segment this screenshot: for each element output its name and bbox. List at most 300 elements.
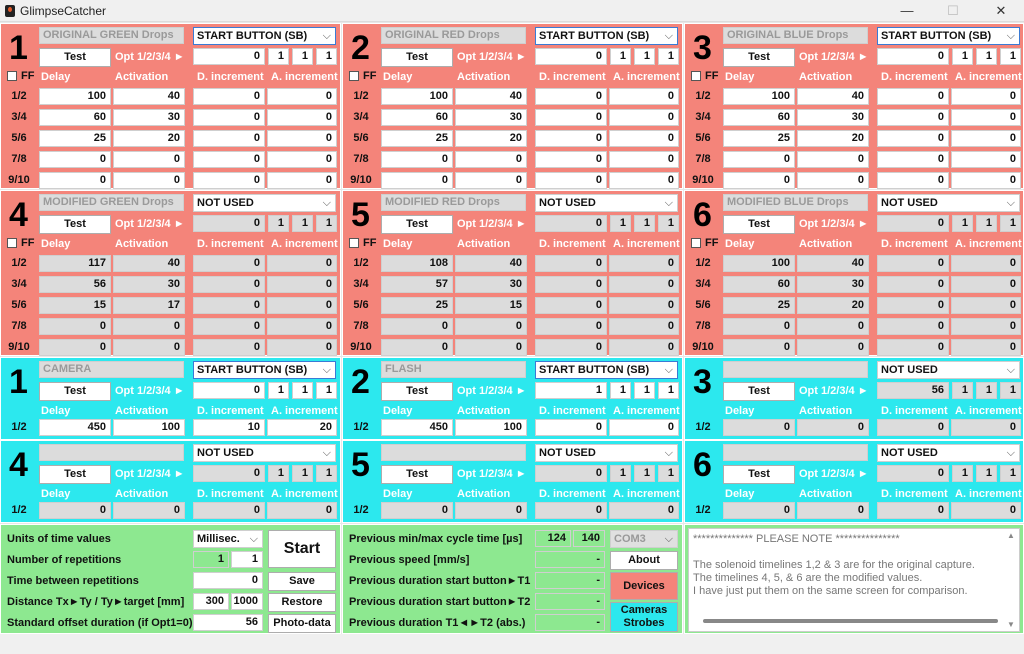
chevron-down-icon: ⌵	[664, 30, 673, 42]
delay-field[interactable]: 25	[381, 130, 453, 147]
start-button[interactable]: Start	[268, 530, 336, 568]
delay-field[interactable]: 0	[723, 339, 795, 356]
chevron-down-icon: ⌵	[322, 30, 331, 42]
opt-field-3[interactable]: 1	[1000, 215, 1021, 232]
opt-field-2[interactable]: 1	[292, 48, 313, 65]
activation-field[interactable]: 0	[797, 151, 869, 168]
a-increment-field[interactable]: 0	[951, 297, 1021, 314]
note-line-3: I have just put them on the same screen for comparison.	[693, 585, 968, 597]
activation-field[interactable]: 40	[455, 88, 527, 105]
delay-field[interactable]: 0	[381, 339, 453, 356]
activation-field[interactable]: 20	[797, 130, 869, 147]
activation-field[interactable]: 0	[113, 172, 185, 189]
delay-label: Delay	[383, 488, 413, 500]
activation-field[interactable]: 0	[797, 419, 869, 436]
activation-field[interactable]: 0	[113, 151, 185, 168]
opt-field-3[interactable]: 1	[658, 382, 679, 399]
opt-field-2[interactable]: 1	[976, 215, 997, 232]
d-increment-field[interactable]: 0	[535, 419, 607, 436]
a-increment-label: A. increment	[955, 405, 1022, 417]
delay-field[interactable]: 108	[381, 255, 453, 272]
activation-field[interactable]: 0	[797, 502, 869, 519]
window-title: GlimpseCatcher	[20, 4, 107, 18]
reps-input-b[interactable]: 1	[231, 551, 263, 568]
test-button[interactable]: Test	[39, 215, 111, 234]
row-label: 9/10	[692, 174, 714, 186]
activation-field[interactable]: 0	[455, 318, 527, 335]
d-increment-field[interactable]: 0	[193, 255, 265, 272]
vertical-scrollbar[interactable]	[1005, 531, 1017, 629]
activation-field[interactable]: 40	[113, 88, 185, 105]
opt-field-3[interactable]: 1	[658, 215, 679, 232]
delay-field[interactable]: 100	[381, 88, 453, 105]
activation-field[interactable]: 0	[797, 339, 869, 356]
delay-field[interactable]: 60	[723, 276, 795, 293]
delay-field[interactable]: 0	[381, 502, 453, 519]
activation-field[interactable]: 30	[455, 276, 527, 293]
opt-field-1[interactable]: 1	[268, 48, 289, 65]
a-increment-field[interactable]: 0	[609, 255, 679, 272]
d-increment-field[interactable]: 0	[193, 172, 265, 189]
activation-field[interactable]: 0	[455, 151, 527, 168]
d-increment-field[interactable]: 0	[877, 502, 949, 519]
ff-checkbox[interactable]	[7, 71, 17, 81]
activation-field[interactable]: 20	[113, 130, 185, 147]
offset-input[interactable]: 56	[193, 614, 263, 631]
activation-label: Activation	[115, 405, 169, 417]
d-increment-field[interactable]: 0	[193, 109, 265, 126]
delay-field[interactable]: 0	[723, 172, 795, 189]
activation-field[interactable]: 40	[113, 255, 185, 272]
delay-field[interactable]: 0	[39, 502, 111, 519]
note-textarea[interactable]	[688, 528, 1020, 632]
save-button[interactable]: Save	[268, 572, 336, 591]
a-increment-field[interactable]: 0	[609, 151, 679, 168]
delay-field[interactable]: 60	[39, 109, 111, 126]
device-mode-select[interactable]: NOT USED ⌵	[535, 444, 678, 462]
t2-label: Previous duration start button►T2	[349, 596, 531, 608]
row-label: 7/8	[11, 153, 27, 165]
opt-field-2[interactable]: 1	[634, 48, 655, 65]
opt-field-2[interactable]: 1	[976, 382, 997, 399]
opt-label: Opt 1/2/3/4 ►	[457, 218, 527, 230]
distance-input-b[interactable]: 1000	[231, 593, 263, 610]
delay-field[interactable]: 100	[723, 255, 795, 272]
offset-field[interactable]: 0	[193, 465, 265, 482]
opt-label: Opt 1/2/3/4 ►	[115, 385, 185, 397]
delay-field[interactable]: 0	[723, 318, 795, 335]
delay-field[interactable]: 100	[39, 88, 111, 105]
ff-checkbox[interactable]	[691, 71, 701, 81]
delay-field[interactable]: 0	[39, 151, 111, 168]
test-button[interactable]: Test	[381, 48, 453, 67]
device-name-field[interactable]	[39, 444, 184, 461]
opt-field-3[interactable]: 1	[1000, 382, 1021, 399]
d-increment-field[interactable]: 0	[193, 151, 265, 168]
d-increment-field[interactable]: 0	[193, 276, 265, 293]
note-line-1: The solenoid timelines 1,2 & 3 are for the original capture.	[693, 559, 975, 571]
delay-field[interactable]: 450	[381, 419, 453, 436]
restore-button[interactable]: Restore	[268, 593, 336, 612]
solenoid-mode-select[interactable]: NOT USED ⌵	[535, 194, 678, 212]
activation-field[interactable]: 40	[797, 255, 869, 272]
a-increment-field[interactable]: 0	[951, 109, 1021, 126]
device-name-field[interactable]	[381, 444, 526, 461]
delay-field[interactable]: 100	[723, 88, 795, 105]
test-button[interactable]: Test	[723, 465, 795, 484]
offset-field[interactable]: 0	[535, 48, 607, 65]
delay-field[interactable]: 0	[381, 172, 453, 189]
a-increment-field[interactable]: 0	[951, 130, 1021, 147]
device-panel-4	[0, 440, 341, 523]
ff-label: FF	[363, 70, 377, 82]
activation-field[interactable]: 20	[797, 297, 869, 314]
delay-field[interactable]: 0	[39, 172, 111, 189]
d-increment-field[interactable]: 0	[193, 88, 265, 105]
offset-field[interactable]: 1	[535, 382, 607, 399]
a-increment-field[interactable]: 0	[609, 276, 679, 293]
row-label: 3/4	[695, 278, 711, 290]
delay-field[interactable]: 60	[381, 109, 453, 126]
a-increment-field[interactable]: 0	[951, 419, 1021, 436]
opt-field-1[interactable]: 1	[952, 48, 973, 65]
activation-field[interactable]: 40	[455, 255, 527, 272]
activation-field[interactable]: 30	[113, 109, 185, 126]
opt-field-1[interactable]: 1	[610, 48, 631, 65]
a-increment-field[interactable]: 0	[267, 255, 337, 272]
activation-field[interactable]: 0	[455, 172, 527, 189]
panel-number: 5	[351, 196, 370, 234]
activation-field[interactable]: 17	[113, 297, 185, 314]
test-button[interactable]: Test	[381, 382, 453, 401]
opt-field-3[interactable]: 1	[316, 215, 337, 232]
a-increment-field[interactable]: 0	[951, 339, 1021, 356]
test-button[interactable]: Test	[723, 215, 795, 234]
device-mode-select[interactable]: NOT USED ⌵	[877, 444, 1020, 462]
offset-field[interactable]: 0	[877, 48, 949, 65]
a-increment-field[interactable]: 0	[267, 297, 337, 314]
opt-field-1[interactable]: 1	[610, 465, 631, 482]
offset-field[interactable]: 0	[877, 465, 949, 482]
activation-field[interactable]: 20	[455, 130, 527, 147]
a-increment-label: A. increment	[955, 238, 1022, 250]
a-increment-field[interactable]: 0	[267, 109, 337, 126]
d-increment-field[interactable]: 0	[193, 318, 265, 335]
delay-field[interactable]: 25	[723, 130, 795, 147]
solenoid-name-field[interactable]: MODIFIED GREEN Drops	[39, 194, 184, 211]
activation-field[interactable]: 0	[113, 318, 185, 335]
activation-field[interactable]: 30	[797, 276, 869, 293]
scroll-down-icon[interactable]: ▼	[1007, 620, 1015, 629]
chevron-down-icon: ⌵	[1006, 30, 1015, 42]
solenoid-mode-select[interactable]: START BUTTON (SB) ⌵	[535, 27, 678, 45]
a-increment-field[interactable]: 0	[267, 276, 337, 293]
speed-label: Previous speed [mm/s]	[349, 554, 470, 566]
test-button[interactable]: Test	[381, 465, 453, 484]
a-increment-field[interactable]: 20	[267, 419, 337, 436]
solenoid-mode-select[interactable]: NOT USED ⌵	[877, 194, 1020, 212]
activation-field[interactable]: 100	[455, 419, 527, 436]
offset-field[interactable]: 56	[877, 382, 949, 399]
opt-field-1[interactable]: 1	[268, 465, 289, 482]
opt-label: Opt 1/2/3/4 ►	[115, 218, 185, 230]
solenoid-mode-select[interactable]: START BUTTON (SB) ⌵	[193, 27, 336, 45]
activation-field[interactable]: 30	[455, 109, 527, 126]
opt-field-1[interactable]: 1	[610, 215, 631, 232]
a-increment-field[interactable]: 0	[951, 276, 1021, 293]
a-increment-field[interactable]: 0	[951, 255, 1021, 272]
opt-field-1[interactable]: 1	[268, 382, 289, 399]
strobes-label: Strobes	[623, 617, 665, 629]
reps-input-a[interactable]: 1	[193, 551, 229, 568]
row-label: 3/4	[11, 278, 27, 290]
delay-field[interactable]: 57	[381, 276, 453, 293]
d-increment-field[interactable]: 10	[193, 419, 265, 436]
d-increment-field[interactable]: 0	[535, 88, 607, 105]
opt-field-1[interactable]: 1	[952, 215, 973, 232]
test-button[interactable]: Test	[39, 382, 111, 401]
a-increment-field[interactable]: 0	[267, 318, 337, 335]
opt-field-3[interactable]: 1	[316, 382, 337, 399]
d-increment-field[interactable]: 0	[535, 255, 607, 272]
distance-input-a[interactable]: 300	[193, 593, 229, 610]
device-mode-select[interactable]: NOT USED ⌵	[193, 444, 336, 462]
activation-field[interactable]: 40	[797, 88, 869, 105]
device-panel-5	[342, 440, 683, 523]
a-increment-field[interactable]: 0	[609, 88, 679, 105]
d-increment-field[interactable]: 0	[877, 151, 949, 168]
d-increment-field[interactable]: 0	[877, 276, 949, 293]
test-button[interactable]: Test	[381, 215, 453, 234]
a-increment-field[interactable]: 0	[951, 88, 1021, 105]
d-increment-field[interactable]: 0	[535, 318, 607, 335]
ff-checkbox[interactable]	[349, 238, 359, 248]
offset-label: Standard offset duration (if Opt1=0)	[7, 617, 193, 629]
opt-field-2[interactable]: 1	[634, 382, 655, 399]
opt-field-2[interactable]: 1	[976, 48, 997, 65]
test-button[interactable]: Test	[723, 382, 795, 401]
delay-field[interactable]: 117	[39, 255, 111, 272]
opt-field-3[interactable]: 1	[1000, 465, 1021, 482]
minimize-button[interactable]: —	[900, 3, 914, 18]
d-increment-field[interactable]: 0	[535, 276, 607, 293]
scroll-up-icon[interactable]: ▲	[1007, 531, 1015, 540]
about-button[interactable]: About	[610, 551, 678, 570]
delay-field[interactable]: 0	[381, 318, 453, 335]
com-port-select[interactable]: COM3 ⌵	[610, 530, 678, 548]
offset-field[interactable]: 0	[535, 215, 607, 232]
chevron-down-icon: ⌵	[1006, 197, 1015, 209]
delay-field[interactable]: 25	[381, 297, 453, 314]
d-increment-field[interactable]: 0	[535, 339, 607, 356]
a-increment-field[interactable]: 0	[951, 172, 1021, 189]
opt-field-2[interactable]: 1	[292, 215, 313, 232]
delay-field[interactable]: 15	[39, 297, 111, 314]
horizontal-scrollbar[interactable]	[703, 619, 998, 623]
d-increment-field[interactable]: 0	[877, 88, 949, 105]
d-increment-field[interactable]: 0	[535, 172, 607, 189]
d-increment-field[interactable]: 0	[877, 339, 949, 356]
a-increment-label: A. increment	[271, 488, 338, 500]
d-increment-field[interactable]: 0	[877, 130, 949, 147]
delay-label: Delay	[383, 71, 413, 83]
panel-number: 1	[9, 363, 28, 401]
a-increment-label: A. increment	[613, 488, 680, 500]
delay-field[interactable]: 0	[381, 151, 453, 168]
offset-field[interactable]: 0	[535, 465, 607, 482]
solenoid-name-field[interactable]: MODIFIED RED Drops	[381, 194, 526, 211]
d-increment-field[interactable]: 0	[193, 339, 265, 356]
a-increment-field[interactable]: 0	[267, 130, 337, 147]
delay-field[interactable]: 450	[39, 419, 111, 436]
devices-button[interactable]: Devices	[610, 572, 678, 600]
d-increment-field[interactable]: 0	[193, 297, 265, 314]
close-button[interactable]: ✕	[995, 3, 1007, 18]
test-button[interactable]: Test	[39, 465, 111, 484]
a-increment-field[interactable]: 0	[267, 339, 337, 356]
delay-label: Delay	[383, 405, 413, 417]
units-select[interactable]: Millisec. ⌵	[193, 530, 263, 548]
activation-field[interactable]: 30	[113, 276, 185, 293]
opt-field-2[interactable]: 1	[976, 465, 997, 482]
delay-label: Delay	[41, 238, 71, 250]
settings-panel	[0, 524, 341, 634]
solenoid-name-field[interactable]: ORIGINAL GREEN Drops	[39, 27, 184, 44]
opt-field-2[interactable]: 1	[634, 215, 655, 232]
d-increment-field[interactable]: 0	[877, 255, 949, 272]
d-increment-field[interactable]: 0	[877, 172, 949, 189]
cycle-label: Previous min/max cycle time [µs]	[349, 533, 523, 545]
a-increment-field[interactable]: 0	[609, 297, 679, 314]
delay-field[interactable]: 60	[723, 109, 795, 126]
d-increment-field[interactable]: 0	[535, 109, 607, 126]
activation-field[interactable]: 0	[455, 339, 527, 356]
a-increment-field[interactable]: 0	[267, 151, 337, 168]
offset-field[interactable]: 0	[193, 215, 265, 232]
opt-field-3[interactable]: 1	[658, 48, 679, 65]
device-name-field[interactable]: FLASH	[381, 361, 526, 378]
solenoid-name-field[interactable]: MODIFIED BLUE Drops	[723, 194, 868, 211]
a-increment-field[interactable]: 0	[609, 502, 679, 519]
opt-field-3[interactable]: 1	[316, 465, 337, 482]
d-increment-field[interactable]: 0	[877, 297, 949, 314]
activation-field[interactable]: 0	[113, 339, 185, 356]
solenoid-name-field[interactable]: ORIGINAL BLUE Drops	[723, 27, 868, 44]
chevron-down-icon: ⌵	[249, 533, 258, 545]
d-increment-field[interactable]: 0	[535, 297, 607, 314]
activation-field[interactable]: 100	[113, 419, 185, 436]
photo-data-button[interactable]: Photo-data	[268, 614, 336, 633]
a-increment-field[interactable]: 0	[609, 419, 679, 436]
device-name-field[interactable]: CAMERA	[39, 361, 184, 378]
delay-field[interactable]: 25	[39, 130, 111, 147]
a-increment-field[interactable]: 0	[609, 172, 679, 189]
opt-field-3[interactable]: 1	[316, 48, 337, 65]
solenoid-panel-4	[0, 190, 341, 356]
d-increment-field[interactable]: 0	[877, 318, 949, 335]
cameras-strobes-button[interactable]	[610, 602, 678, 632]
activation-field[interactable]: 0	[113, 502, 185, 519]
opt-field-1[interactable]: 1	[610, 382, 631, 399]
ff-checkbox[interactable]	[691, 238, 701, 248]
opt-field-2[interactable]: 1	[292, 382, 313, 399]
test-button[interactable]: Test	[723, 48, 795, 67]
a-increment-field[interactable]: 0	[267, 88, 337, 105]
offset-field[interactable]: 0	[193, 48, 265, 65]
d-increment-field[interactable]: 0	[193, 130, 265, 147]
activation-field[interactable]: 0	[455, 502, 527, 519]
ff-checkbox[interactable]	[349, 71, 359, 81]
a-increment-field[interactable]: 0	[267, 502, 337, 519]
delay-field[interactable]: 0	[39, 318, 111, 335]
opt-field-3[interactable]: 1	[1000, 48, 1021, 65]
a-increment-field[interactable]: 0	[951, 318, 1021, 335]
delay-field[interactable]: 0	[723, 419, 795, 436]
d-increment-field[interactable]: 0	[535, 502, 607, 519]
delay-field[interactable]: 56	[39, 276, 111, 293]
a-increment-field[interactable]: 0	[951, 151, 1021, 168]
row-label: 7/8	[353, 153, 369, 165]
a-increment-field[interactable]: 0	[609, 109, 679, 126]
row-label: 1/2	[11, 90, 27, 102]
device-name-field[interactable]	[723, 444, 868, 461]
activation-field[interactable]: 0	[797, 172, 869, 189]
a-increment-field[interactable]: 0	[951, 502, 1021, 519]
activation-field[interactable]: 30	[797, 109, 869, 126]
opt-label: Opt 1/2/3/4 ►	[799, 385, 869, 397]
solenoid-mode-select[interactable]: NOT USED ⌵	[193, 194, 336, 212]
activation-field[interactable]: 15	[455, 297, 527, 314]
device-mode-select[interactable]: START BUTTON (SB) ⌵	[193, 361, 336, 379]
delay-label: Delay	[725, 488, 755, 500]
d-increment-field[interactable]: 0	[877, 109, 949, 126]
activation-field[interactable]: 0	[797, 318, 869, 335]
solenoid-mode-select[interactable]: START BUTTON (SB) ⌵	[877, 27, 1020, 45]
device-mode-select[interactable]: NOT USED ⌵	[877, 361, 1020, 379]
a-increment-field[interactable]: 0	[267, 172, 337, 189]
a-increment-field[interactable]: 0	[609, 339, 679, 356]
ff-checkbox[interactable]	[7, 238, 17, 248]
ff-label: FF	[363, 237, 377, 249]
maximize-button[interactable]: ☐	[947, 3, 959, 18]
test-button[interactable]: Test	[39, 48, 111, 67]
d-increment-field[interactable]: 0	[535, 130, 607, 147]
delay-field[interactable]: 0	[39, 339, 111, 356]
d-increment-field[interactable]: 0	[193, 502, 265, 519]
d-increment-field[interactable]: 0	[877, 419, 949, 436]
delay-field[interactable]: 25	[723, 297, 795, 314]
a-increment-field[interactable]: 0	[609, 318, 679, 335]
between-input[interactable]: 0	[193, 572, 263, 589]
delay-field[interactable]: 0	[723, 502, 795, 519]
panel-number: 1	[9, 29, 28, 67]
opt-field-1[interactable]: 1	[952, 382, 973, 399]
solenoid-name-field[interactable]: ORIGINAL RED Drops	[381, 27, 526, 44]
delay-field[interactable]: 0	[723, 151, 795, 168]
device-name-field[interactable]	[723, 361, 868, 378]
a-increment-field[interactable]: 0	[609, 130, 679, 147]
opt-field-3[interactable]: 1	[658, 465, 679, 482]
opt-field-2[interactable]: 1	[292, 465, 313, 482]
a-increment-label: A. increment	[955, 488, 1022, 500]
offset-field[interactable]: 0	[193, 382, 265, 399]
opt-field-1[interactable]: 1	[952, 465, 973, 482]
d-increment-field[interactable]: 0	[535, 151, 607, 168]
opt-field-2[interactable]: 1	[634, 465, 655, 482]
opt-field-1[interactable]: 1	[268, 215, 289, 232]
device-mode-select[interactable]: START BUTTON (SB) ⌵	[535, 361, 678, 379]
offset-field[interactable]: 0	[877, 215, 949, 232]
